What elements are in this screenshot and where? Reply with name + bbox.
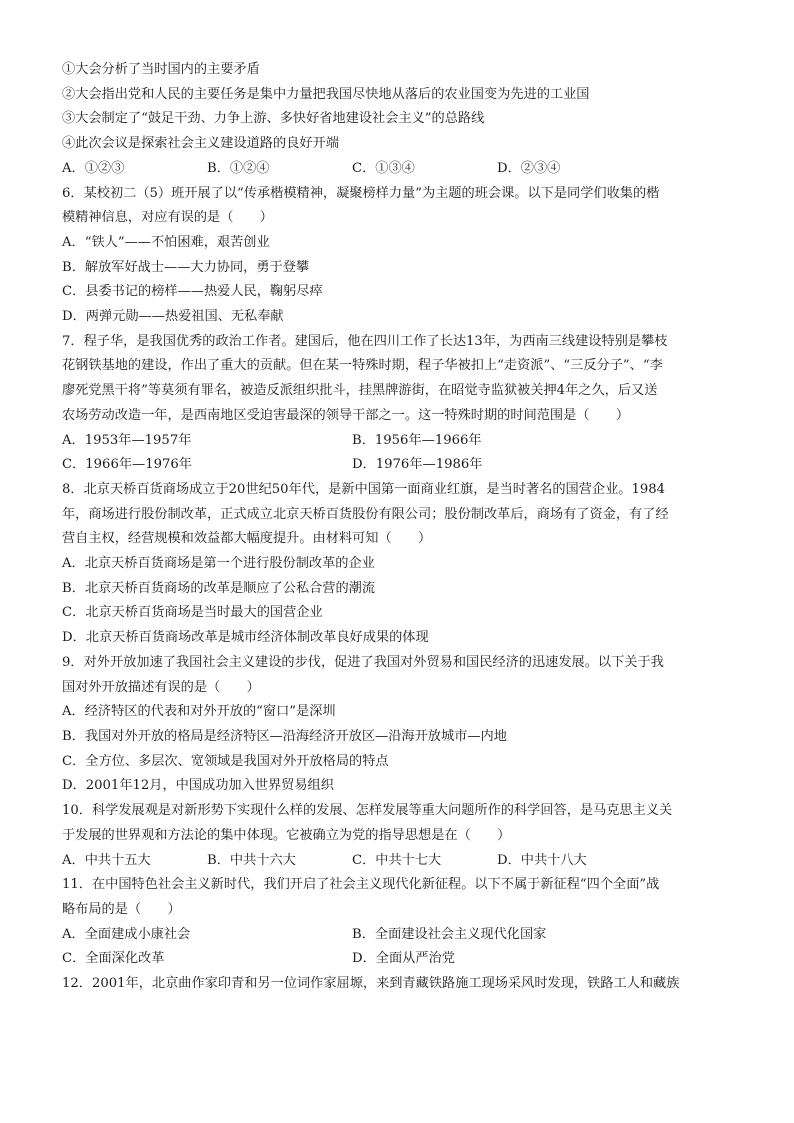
- q7-option-c[interactable]: C．1966年—1976年: [62, 457, 192, 473]
- q8-option-a[interactable]: A．北京天桥百货商场是第一个进行股份制改革的企业: [62, 556, 375, 572]
- q11-option-a[interactable]: A．全面建成小康社会: [62, 926, 191, 942]
- q9-stem-line: 9．对外开放加速了我国社会主义建设的步伐，促进了我国对外贸易和国民经济的迅速发展。以下关于我: [62, 654, 664, 670]
- q9-option-d[interactable]: D．2001年12月，中国成功加入世界贸易组织: [62, 778, 334, 794]
- q7-stem-line: 花钢铁基地的建设，作出了重大的贡献。但在某一特殊时期，程子华被扣上“走资派”、“三反分子”、“李: [62, 358, 663, 374]
- statement-1: ①大会分析了当时国内的主要矛盾: [62, 62, 260, 77]
- q8-option-d[interactable]: D．北京天桥百货商场改革是城市经济体制改革良好成果的体现: [62, 630, 429, 646]
- q8-option-c[interactable]: C．北京天桥百货商场是当时最大的国营企业: [62, 605, 323, 621]
- q7-options-row2: [62, 453, 738, 478]
- q7-stem-line: 农场劳动改造一年，是西南地区受迫害最深的领导干部之一。这一特殊时期的时间范围是（ ）: [62, 407, 630, 423]
- q8-stem-line: 8．北京天桥百货商场成立于20世纪50年代，是新中国第一面商业红旗，是当时著名的国营企业。1984: [62, 481, 666, 497]
- q10-option-d[interactable]: D．中共十八大: [497, 852, 587, 868]
- q9-option-b[interactable]: B．我国对外开放的格局是经济特区—沿海经济开放区—沿海开放城市—内地: [62, 728, 507, 744]
- q8-option-b[interactable]: B．北京天桥百货商场的改革是顺应了公私合营的潮流: [62, 580, 376, 596]
- q5-options: [62, 157, 738, 182]
- q7-stem-line: 7．程子华，是我国优秀的政治工作者。建国后，他在四川工作了长达13年，为西南三线建设特别是攀枝: [62, 333, 668, 349]
- statement-3: ③大会制定了“鼓足干劲、力争上游、多快好省地建设社会主义”的总路线: [62, 111, 485, 127]
- statement-4: ④此次会议是探索社会主义建设道路的良好开端: [62, 136, 339, 152]
- q9-option-a[interactable]: A．经济特区的代表和对外开放的“窗口”是深圳: [62, 704, 336, 720]
- q5-option-d[interactable]: D．②③④: [497, 160, 561, 176]
- q9-option-c[interactable]: C．全方位、多层次、宽领域是我国对外开放格局的特点: [62, 753, 389, 769]
- q11-stem-line: 略布局的是（ ）: [62, 901, 181, 917]
- q12-stem-line: 12．2001年，北京曲作家印青和另一位词作家屈塬，来到青藏铁路施工现场采风时发现，铁路工人和藏族: [62, 976, 680, 992]
- q6-stem-line: 6．某校初二（5）班开展了以“传承楷模精神，凝聚榜样力量”为主题的班会课。以下是同学们收集的楷: [62, 185, 660, 201]
- q10-option-a[interactable]: A．中共十五大: [62, 852, 151, 868]
- q8-stem-line: 年，商场进行股份制改革，正式成立北京天桥百货股份有限公司；股份制改革后，商场有了资金，有了经: [62, 506, 669, 522]
- q5-option-b[interactable]: B．①②④: [207, 160, 270, 176]
- q9-stem-line: 国对外开放描述有误的是（ ）: [62, 679, 260, 695]
- q10-option-c[interactable]: C．中共十七大: [352, 852, 442, 868]
- q8-stem-line: 营自主权，经营规模和效益都大幅度提升。由材料可知（ ）: [62, 531, 432, 547]
- exam-page: [62, 58, 738, 997]
- q7-option-d[interactable]: D．1976年—1986年: [352, 457, 483, 473]
- q10-stem-line: 于发展的世界观和方法论的集中体现。它被确立为党的指导思想是在（ ）: [62, 827, 511, 843]
- q6-option-d[interactable]: D．两弹元勋——热爱祖国、无私奉献: [62, 309, 284, 325]
- q6-option-a[interactable]: A．“铁人”——不怕困难，艰苦创业: [62, 234, 270, 250]
- q11-stem-line: 11．在中国特色社会主义新时代，我们开启了社会主义现代化新征程。以下不属于新征程“四个全面”战: [62, 877, 660, 893]
- q5-option-c[interactable]: C．①③④: [352, 160, 415, 176]
- q11-option-d[interactable]: D．全面从严治党: [352, 951, 455, 967]
- q11-options-row2: [62, 947, 738, 972]
- q11-option-b[interactable]: B．全面建设社会主义现代化国家: [352, 926, 547, 942]
- q7-options-row1: [62, 429, 738, 454]
- q11-options-row1: [62, 923, 738, 948]
- q10-options: [62, 849, 738, 874]
- q7-option-b[interactable]: B．1956年—1966年: [352, 432, 482, 448]
- q11-option-c[interactable]: C．全面深化改革: [62, 951, 165, 967]
- q7-stem-line: 廖死党黑干将”等莫须有罪名，被造反派组织批斗，挂黑牌游街，在昭觉寺监狱被关押4年之久，后又送: [62, 383, 658, 399]
- q6-option-b[interactable]: B．解放军好战士——大力协同，勇于登攀: [62, 259, 310, 275]
- q6-stem-line: 模精神信息，对应有误的是（ ）: [62, 210, 273, 226]
- statement-2: ②大会指出党和人民的主要任务是集中力量把我国尽快地从落后的农业国变为先进的工业国: [62, 86, 590, 102]
- q10-stem-line: 10．科学发展观是对新形势下实现什么样的发展、怎样发展等重大问题所作的科学回答，是马克思主义关: [62, 803, 673, 819]
- q6-option-c[interactable]: C．县委书记的榜样——热爱人民，鞠躬尽瘁: [62, 284, 323, 300]
- q7-option-a[interactable]: A．1953年—1957年: [62, 432, 192, 448]
- q10-option-b[interactable]: B．中共十六大: [207, 852, 296, 868]
- q5-option-a[interactable]: A．①②③: [62, 160, 125, 176]
